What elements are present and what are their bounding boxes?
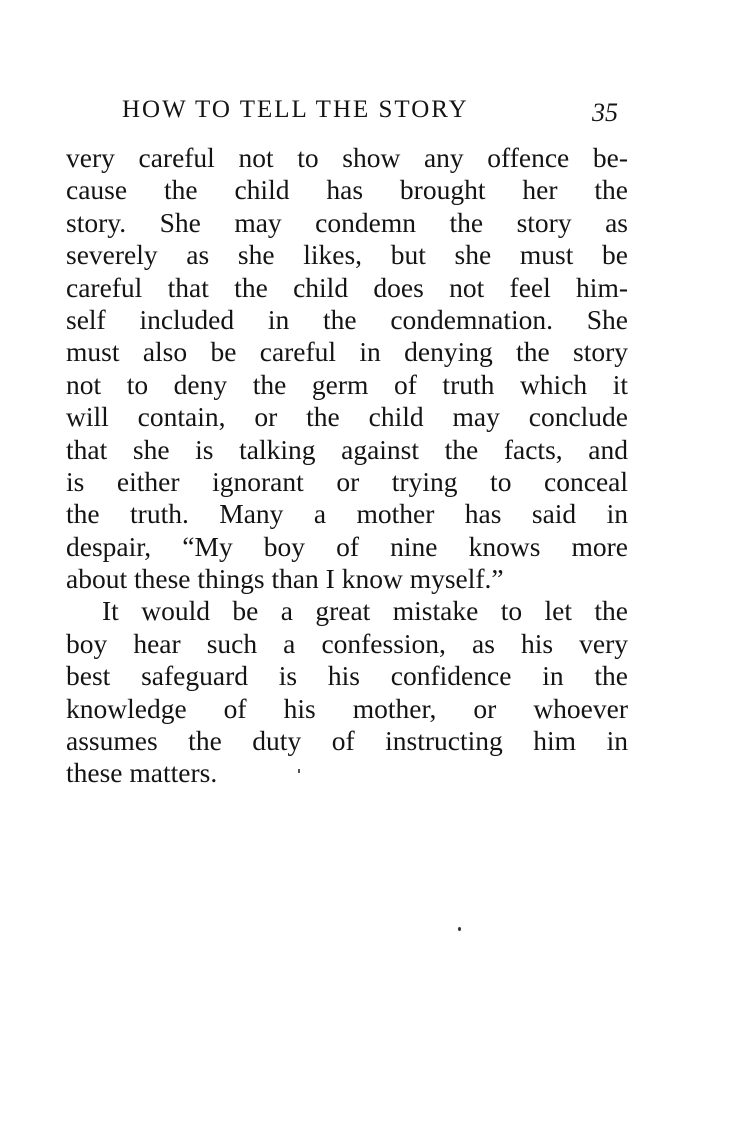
text-line: these matters. (66, 757, 218, 789)
running-head (122, 92, 632, 128)
text-line: must also be careful in denying the story (66, 336, 628, 368)
paragraph-1 (66, 142, 628, 595)
text-line: the truth. Many a mother has said in (66, 498, 628, 530)
text-line: is either ignorant or trying to conceal (66, 465, 628, 497)
text-line: story. She may condemn the story as (66, 206, 628, 238)
text-line: knowledge of his mother, or whoever (66, 692, 628, 724)
body-text (66, 142, 628, 790)
running-title: HOW TO TELL THE STORY (122, 96, 469, 123)
text-line: cause the child has brought her the (66, 174, 628, 206)
text-line: best safeguard is his confidence in the (66, 660, 628, 692)
print-speck (458, 927, 461, 931)
text-line: not to deny the germ of truth which it (66, 368, 628, 400)
text-line: despair, “My boy of nine knows more (66, 530, 628, 562)
text-line: severely as she likes, but she must be (66, 239, 628, 271)
text-line: assumes the duty of instructing him in (66, 725, 628, 757)
text-line: that she is talking against the facts, and (66, 433, 628, 465)
text-line: boy hear such a confession, as his very (66, 627, 628, 659)
text-line: about these things than I know myself.” (66, 563, 504, 595)
print-speck (298, 769, 300, 773)
text-line: It would be a great mistake to let the (102, 595, 628, 627)
text-line: very careful not to show any offence be- (66, 142, 628, 173)
text-line: will contain, or the child may conclude (66, 401, 628, 433)
page-number: 35 (592, 98, 618, 127)
text-line: careful that the child does not feel him- (66, 271, 628, 303)
paragraph-2 (66, 595, 628, 789)
text-line: self included in the condemnation. She (66, 303, 628, 335)
